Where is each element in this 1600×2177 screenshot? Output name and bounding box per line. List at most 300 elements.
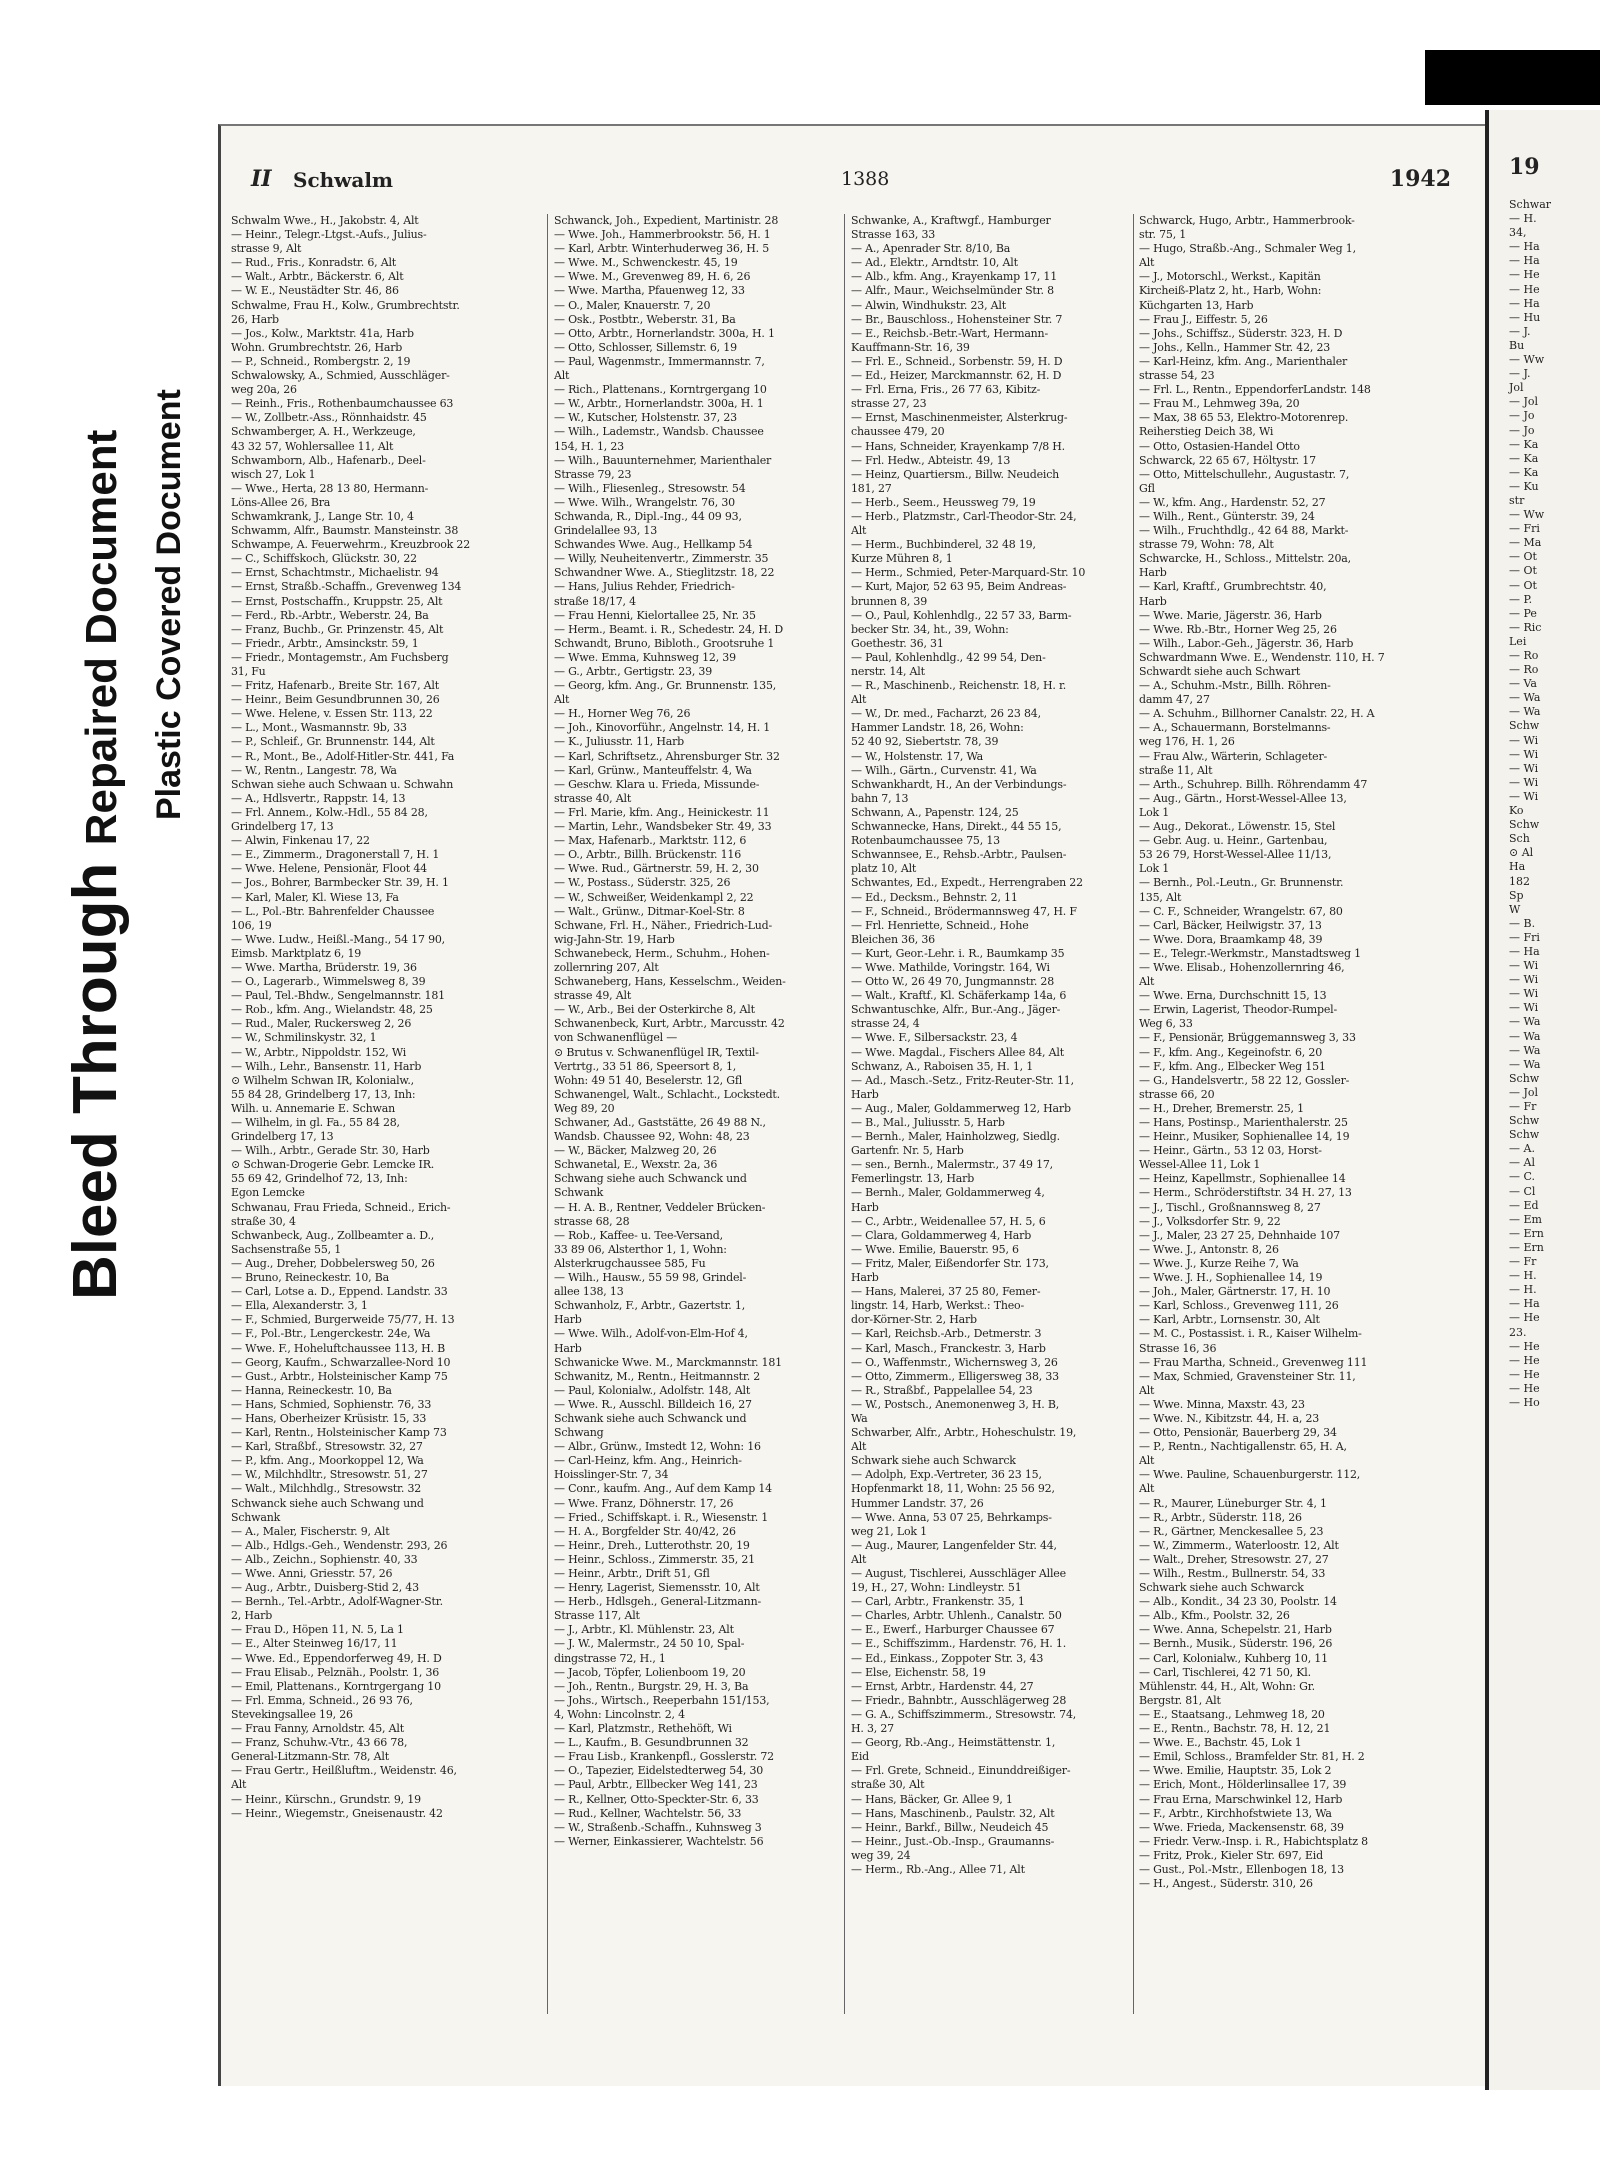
directory-entry-line: — Ed., Decksm., Behnstr. 2, 11 — [851, 890, 1018, 904]
directory-entry-line: Grindelberg 17, 13 — [231, 820, 334, 834]
directory-entry-line: — Aug., Dekorat., Löwenstr. 15, Stel — [1139, 820, 1336, 834]
directory-entry-line: — Herb., Platzmstr., Carl-Theodor-Str. 24, — [851, 509, 1077, 523]
directory-entry-line: — Wwe. M., Schwenckestr. 45, 19 — [554, 256, 738, 270]
directory-entry-line: Schwantes, Ed., Expedt., Herrengraben 22 — [851, 876, 1083, 890]
next-page-line: — Ro — [1509, 663, 1539, 677]
directory-entry-line: Goethestr. 36, 31 — [851, 636, 944, 650]
directory-entry-line: Hopfenmarkt 18, 11, Wohn: 25 56 92, — [851, 1482, 1055, 1496]
directory-entry-line: — Frl. Grete, Schneid., Einunddreißiger- — [851, 1764, 1071, 1778]
directory-entry-line: — W. E., Neustädter Str. 46, 86 — [231, 284, 399, 298]
directory-entry-line: Kauffmann-Str. 16, 39 — [851, 340, 970, 354]
directory-entry-line: Reiherstieg Deich 38, Wi — [1139, 425, 1274, 439]
directory-entry-line: — Gust., Arbtr., Holsteinischer Kamp 75 — [231, 1369, 448, 1383]
column-2 — [554, 214, 836, 1849]
directory-entry-line: — A. Schuhm., Billhorner Canalstr. 22, H. A — [1139, 707, 1375, 721]
directory-entry-line: — W., Zimmerm., Waterloostr. 12, Alt — [1139, 1538, 1339, 1552]
directory-entry-line: — Bernh., Musik., Süderstr. 196, 26 — [1139, 1637, 1333, 1651]
directory-entry-line: straße 30, 4 — [231, 1214, 296, 1228]
directory-entry-line: Harb — [1139, 594, 1167, 608]
directory-entry-line: — Georg, kfm. Ang., Gr. Brunnenstr. 135, — [554, 679, 777, 693]
column-rule — [547, 214, 548, 2014]
page-year: 1942 — [1389, 166, 1451, 192]
directory-entry-line: — Ernst, Maschinenmeister, Alsterkrug- — [851, 411, 1068, 425]
directory-entry-line: — Reinh., Fris., Rothenbaumchaussee 63 — [231, 397, 454, 411]
directory-entry-line: Schwankhardt, H., An der Verbindungs- — [851, 777, 1067, 791]
directory-entry-line: — Rob., kfm. Ang., Wielandstr. 48, 25 — [231, 1003, 433, 1017]
directory-entry-line: Schwanda, R., Dipl.-Ing., 44 09 93, — [554, 509, 742, 523]
directory-entry-line: — O., Paul, Kohlenhdlg., 22 57 33, Barm- — [851, 608, 1072, 622]
directory-entry-line: — Otto, Zimmerm., Elligersweg 38, 33 — [851, 1369, 1059, 1383]
directory-entry-line: — F., Arbtr., Kirchhofstwiete 13, Wa — [1139, 1806, 1332, 1820]
directory-entry-line: — Frau Elisab., Pelznäh., Poolstr. 1, 36 — [231, 1665, 440, 1679]
directory-entry-line: — Aug., Arbtr., Duisberg-Stid 2, 43 — [231, 1581, 419, 1595]
directory-entry-line: — Alb., Zeichn., Sophienstr. 40, 33 — [231, 1552, 418, 1566]
directory-entry-line: wisch 27, Lok 1 — [231, 467, 316, 481]
directory-entry-line: — F., Pensionär, Brüggemannsweg 3, 33 — [1139, 1031, 1356, 1045]
directory-entry-line: str. 75, 1 — [1139, 228, 1187, 242]
directory-entry-line: — Hans, Schneider, Krayenkamp 7/8 H. — [851, 439, 1065, 453]
directory-entry-line: — O., Waffenmstr., Wichernsweg 3, 26 — [851, 1355, 1058, 1369]
directory-entry-line: Weg 6, 33 — [1139, 1017, 1193, 1031]
column-rule — [1133, 214, 1134, 2014]
next-page-line: — Wa — [1509, 1043, 1541, 1057]
directory-entry-line: 33 89 06, Alsterthor 1, 1, Wohn: — [554, 1242, 727, 1256]
next-page-line: — Fri — [1509, 930, 1540, 944]
directory-entry-line: — Paul, Wagenmstr., Immermannstr. 7, — [554, 354, 765, 368]
next-page-line: — He — [1509, 1367, 1540, 1381]
directory-entry-line: — Karl, Reichsb.-Arb., Detmerstr. 3 — [851, 1327, 1042, 1341]
directory-entry-line: — Wilh., Restm., Bullnerstr. 54, 33 — [1139, 1567, 1326, 1580]
directory-entry-line: — Alfr., Maur., Weichselmünder Str. 8 — [851, 284, 1054, 298]
directory-entry-line: Schwaner, Ad., Gaststätte, 26 49 88 N., — [554, 1116, 766, 1129]
directory-entry-line: Wohn. Grumbrechtstr. 26, Harb — [231, 340, 403, 354]
directory-entry-line: becker Str. 34, ht., 39, Wohn: — [851, 622, 1009, 636]
directory-entry-line: — Ed., Einkass., Zoppoter Str. 3, 43 — [851, 1651, 1044, 1665]
next-page-line: — He — [1509, 1339, 1540, 1353]
directory-entry-line: — Wwe. M., Grevenweg 89, H. 6, 26 — [554, 270, 751, 284]
directory-entry-line: — A., Schauermann, Borstelmanns- — [1139, 721, 1331, 735]
directory-entry-line: — Arth., Schuhrep. Billh. Röhrendamm 47 — [1139, 777, 1368, 791]
directory-entry-line: — Frl. Annem., Kolw.-Hdl., 55 84 28, — [231, 805, 428, 819]
directory-entry-line: — O., Arbtr., Billh. Brückenstr. 116 — [554, 848, 742, 862]
directory-entry-line: — Alb., Kondit., 34 23 30, Poolstr. 14 — [1139, 1595, 1337, 1609]
next-page-line: — J. — [1509, 324, 1531, 338]
directory-entry-line: — Max, Schmied, Gravensteiner Str. 11, — [1139, 1369, 1356, 1383]
directory-entry-line: Kurze Mühren 8, 1 — [851, 552, 953, 566]
directory-entry-line: — Joh., Kinovorführ., Angelnstr. 14, H. 1 — [554, 721, 771, 735]
directory-entry-line: — Karl, Schriftsetz., Ahrensburger Str. 32 — [554, 749, 780, 763]
directory-entry-line: Vertrtg., 33 51 86, Speersort 8, 1, — [554, 1059, 737, 1073]
directory-entry-line: — J., Maler, 23 27 25, Dehnhaide 107 — [1139, 1228, 1340, 1242]
directory-entry-line: — Fried., Schiffskapt. i. R., Wiesenstr. 1 — [554, 1510, 769, 1524]
directory-entry-line: — W., Kutscher, Holstenstr. 37, 23 — [554, 411, 737, 425]
directory-entry-line: — Osk., Postbtr., Weberstr. 31, Ba — [554, 312, 736, 326]
directory-entry-line: — Jos., Kolw., Marktstr. 41a, Harb — [231, 326, 414, 340]
directory-entry-line: strasse 54, 23 — [1139, 369, 1215, 383]
directory-entry-line: — Alb., Kfm., Poolstr. 32, 26 — [1139, 1609, 1290, 1623]
directory-entry-line: dor-Körner-Str. 2, Harb — [851, 1313, 977, 1327]
column-3 — [851, 214, 1133, 1877]
directory-entry-line: — Frau Lisb., Krankenpfl., Gosslerstr. 72 — [554, 1750, 774, 1764]
directory-entry-line: — Aug., Dreher, Dobbelersweg 50, 26 — [231, 1256, 435, 1270]
next-page-line: — Wi — [1509, 775, 1539, 789]
directory-entry-line: — Wwe. Wilh., Adolf-von-Elm-Hof 4, — [554, 1327, 748, 1341]
directory-entry-line: — Aug., Maler, Goldammerweg 12, Harb — [851, 1101, 1071, 1115]
next-page-line: Schw — [1509, 818, 1540, 832]
directory-entry-line: — Ernst, Schachtmstr., Michaelistr. 94 — [231, 566, 439, 580]
directory-entry-line: — J., Arbtr., Kl. Mühlenstr. 23, Alt — [554, 1623, 734, 1637]
directory-entry-line: — Fritz, Maler, Eißendorfer Str. 173, — [851, 1256, 1049, 1270]
directory-entry-line: — Wwe. Dora, Braamkamp 48, 39 — [1139, 932, 1323, 946]
directory-entry-line: — O., Lagerarb., Wimmelsweg 8, 39 — [231, 975, 426, 989]
directory-entry-line: — Frau Martha, Schneid., Grevenweg 111 — [1139, 1355, 1368, 1369]
directory-entry-line: — W., Postass., Süderstr. 325, 26 — [554, 876, 731, 890]
directory-entry-line: — Walt., Kraftf., Kl. Schäferkamp 14a, 6 — [851, 989, 1067, 1003]
directory-entry-line: Alsterkrugchaussee 585, Fu — [554, 1256, 706, 1270]
directory-entry-line: Gartenfr. Nr. 5, Harb — [851, 1144, 964, 1158]
directory-entry-line: — Heinr., Gärtn., 53 12 03, Horst- — [1139, 1144, 1322, 1158]
directory-entry-line: — W., Dr. med., Facharzt, 26 23 84, — [851, 707, 1041, 721]
directory-entry-line: 19, H., 27, Wohn: Lindleystr. 51 — [851, 1581, 1022, 1595]
directory-entry-line: — J., Tischl., Großnannsweg 8, 27 — [1139, 1200, 1321, 1214]
directory-entry-line: — Herb., Hdlsgeh., General-Litzmann- — [554, 1595, 761, 1609]
directory-entry-line: weg 39, 24 — [851, 1848, 911, 1862]
directory-entry-line: — Aug., Gärtn., Horst-Wessel-Allee 13, — [1139, 791, 1347, 805]
directory-entry-line: brunnen 8, 39 — [851, 594, 928, 608]
directory-entry-line: straße 30, Alt — [851, 1778, 925, 1792]
directory-entry-line: Schwantuschke, Alfr., Bur.-Ang., Jäger- — [851, 1003, 1061, 1017]
next-page-line: — Em — [1509, 1212, 1542, 1226]
next-page-column — [1509, 198, 1551, 1410]
next-page-line: — Ku — [1509, 479, 1539, 493]
directory-entry-line: Wa — [851, 1411, 868, 1425]
directory-entry-line: Harb — [851, 1271, 879, 1285]
directory-entry-line: — Karl, Arbtr., Lornsenstr. 30, Alt — [1139, 1313, 1320, 1327]
directory-entry-line: — Wwe. F., Silbersackstr. 23, 4 — [851, 1031, 1018, 1045]
directory-entry-line: Bleichen 36, 36 — [851, 932, 935, 946]
directory-entry-line: — F., kfm. Ang., Kegeinofstr. 6, 20 — [1139, 1045, 1323, 1059]
directory-entry-line: — Karl-Heinz, kfm. Ang., Marienthaler — [1139, 354, 1348, 368]
directory-entry-line: Harb — [851, 1087, 879, 1101]
directory-entry-line: — Hugo, Straßb.-Ang., Schmaler Weg 1, — [1139, 242, 1356, 256]
next-page-line: Schw — [1509, 1114, 1540, 1128]
directory-entry-line: — Wilh., Lademstr., Wandsb. Chaussee — [554, 425, 764, 439]
directory-entry-line: — Frl. Hedw., Abteistr. 49, 13 — [851, 453, 1011, 467]
next-page-line: — Ro — [1509, 649, 1539, 662]
directory-entry-line: — Joh., Maler, Gärtnerstr. 17, H. 10 — [1139, 1285, 1331, 1299]
directory-entry-line: Schwann, A., Papenstr. 124, 25 — [851, 805, 1019, 819]
directory-entry-line: — P., Schleif., Gr. Brunnenstr. 144, Alt — [231, 735, 435, 749]
next-page-line: — Fr — [1509, 1100, 1537, 1113]
directory-entry-line: strasse 49, Alt — [554, 989, 632, 1003]
next-page-line: — Jol — [1509, 1085, 1539, 1099]
directory-entry-line: — Friedr., Arbtr., Amsinckstr. 59, 1 — [231, 636, 419, 650]
directory-entry-line: — R., Arbtr., Süderstr. 118, 26 — [1139, 1510, 1302, 1524]
directory-entry-line: — Frau Henni, Kielortallee 25, Nr. 35 — [554, 608, 756, 622]
directory-entry-line: — Rud., Kellner, Wachtelstr. 56, 33 — [554, 1806, 742, 1820]
next-page-line: — Ern — [1509, 1240, 1544, 1254]
directory-entry-line: Hummer Landstr. 37, 26 — [851, 1496, 984, 1510]
directory-entry-line: Femerlingstr. 13, Harb — [851, 1172, 975, 1186]
directory-entry-line: — Carl, Tischlerei, 42 71 50, Kl. — [1139, 1665, 1311, 1679]
directory-entry-line: — Frl. Erna, Fris., 26 77 63, Kibitz- — [851, 383, 1041, 397]
next-page-line: — Fr — [1509, 1255, 1537, 1269]
directory-entry-line: Schwank — [231, 1510, 281, 1524]
directory-entry-line: — W., Milchhdltr., Stresowstr. 51, 27 — [231, 1468, 428, 1482]
directory-entry-line: Strasse 79, 23 — [554, 467, 632, 481]
directory-entry-line: — H., Dreher, Bremerstr. 25, 1 — [1139, 1101, 1304, 1115]
directory-entry-line: Wandsb. Chaussee 92, Wohn: 48, 23 — [554, 1130, 750, 1144]
directory-entry-line: — W., Schmilinskystr. 32, 1 — [231, 1031, 377, 1045]
directory-entry-line: Egon Lemcke — [231, 1186, 305, 1200]
next-page-line: — B. — [1509, 916, 1536, 930]
directory-entry-line: — Max, Hafenarb., Marktstr. 112, 6 — [554, 834, 747, 848]
next-page-line: — He — [1509, 1311, 1540, 1325]
directory-entry-line: — Frau Erna, Marschwinkel 12, Harb — [1139, 1792, 1343, 1806]
directory-entry-line: — F., Schmied, Burgerweide 75/77, H. 13 — [231, 1313, 455, 1327]
directory-entry-line: Löns-Allee 26, Bra — [231, 495, 331, 509]
next-page-line: — A. — [1509, 1142, 1535, 1156]
directory-entry-line: — W., Holstenstr. 17, Wa — [851, 749, 983, 763]
directory-entry-line: — Wwe. Ludw., Heißl.-Mang., 54 17 90, — [231, 932, 445, 946]
directory-entry-line: Schwanetal, E., Wexstr. 2a, 36 — [554, 1158, 718, 1172]
directory-entry-line: Schwane, Frl. H., Näher., Friedrich-Lud- — [554, 918, 772, 932]
next-page-line: — Ot — [1509, 550, 1537, 564]
next-page-line: — Ma — [1509, 536, 1542, 550]
directory-entry-line: — Br., Bauschloss., Hohensteiner Str. 7 — [851, 312, 1063, 326]
directory-entry-line: — Otto, Mittelschullehr., Augustastr. 7, — [1139, 467, 1350, 481]
directory-entry-line: Bergstr. 81, Alt — [1139, 1693, 1221, 1707]
directory-entry-line: ⊙ Wilhelm Schwan IR, Kolonialw., — [231, 1073, 414, 1087]
directory-entry-line: — Henry, Lagerist, Siemensstr. 10, Alt — [554, 1581, 760, 1595]
directory-entry-line: — W., Arbtr., Nippoldstr. 152, Wi — [231, 1045, 407, 1059]
directory-entry-line: Schwanck siehe auch Schwang und — [231, 1496, 424, 1510]
directory-entry-line: — A., Maler, Fischerstr. 9, Alt — [231, 1524, 390, 1538]
directory-entry-line: Lok 1 — [1139, 862, 1170, 876]
directory-entry-line: dingstrasse 72, H., 1 — [554, 1651, 666, 1665]
directory-entry-line: Sachsenstraße 55, 1 — [231, 1242, 342, 1256]
directory-entry-line: — P., Rentn., Nachtigallenstr. 65, H. A, — [1139, 1440, 1347, 1454]
directory-entry-line: Eimsb. Marktplatz 6, 19 — [231, 946, 362, 960]
directory-entry-line: Schwanicke Wwe. M., Marckmannstr. 181 — [554, 1355, 782, 1369]
directory-entry-line: — Martin, Lehr., Wandsbeker Str. 49, 33 — [554, 820, 772, 834]
directory-entry-line: — Emil, Schloss., Bramfelder Str. 81, H. 2 — [1139, 1750, 1365, 1764]
next-page-line: — Fri — [1509, 522, 1540, 536]
directory-entry-line: — Wwe. J., Kurze Reihe 7, Wa — [1139, 1256, 1299, 1270]
directory-entry-line: — Max, 38 65 53, Elektro-Motorenrep. — [1139, 411, 1349, 425]
directory-entry-line: — Hans, Oberheizer Krüsistr. 15, 33 — [231, 1411, 427, 1425]
directory-entry-line: Harb — [554, 1313, 582, 1327]
directory-entry-line: — Ad., Masch.-Setz., Fritz-Reuter-Str. 11, — [851, 1073, 1074, 1087]
directory-entry-line: allee 138, 13 — [554, 1285, 624, 1299]
next-page-line: — Wi — [1509, 959, 1539, 973]
directory-entry-line: — E., Schiffszimm., Hardenstr. 76, H. 1. — [851, 1637, 1066, 1651]
directory-entry-line: Schwamkrank, J., Lange Str. 10, 4 — [231, 509, 414, 523]
directory-entry-line: straße 18/17, 4 — [554, 594, 636, 608]
next-page-line: — Wi — [1509, 733, 1539, 747]
directory-entry-line: — Bruno, Reineckestr. 10, Ba — [231, 1271, 390, 1285]
next-page-line: — H. — [1509, 1283, 1537, 1297]
directory-entry-line: — Heinr., Barkf., Billw., Neudeich 45 — [851, 1820, 1049, 1834]
directory-entry-line: — Albr., Grünw., Imstedt 12, Wohn: 16 — [554, 1440, 761, 1454]
directory-entry-line: — Frau D., Höpen 11, N. 5, La 1 — [231, 1623, 404, 1637]
directory-entry-line: — Wwe. R., Ausschl. Billdeich 16, 27 — [554, 1397, 752, 1411]
directory-entry-line: — H., Angest., Süderstr. 310, 26 — [1139, 1877, 1313, 1891]
directory-entry-line: — Ernst, Postschaffn., Kruppstr. 25, Alt — [231, 594, 443, 608]
directory-entry-line: Alt — [851, 693, 867, 707]
directory-entry-line: — Rich., Plattenans., Korntrgergang 10 — [554, 383, 767, 397]
directory-entry-line: — Heinr., Musiker, Sophienallee 14, 19 — [1139, 1130, 1350, 1144]
directory-entry-line: — Carl, Lotse a. D., Eppend. Landstr. 33 — [231, 1285, 448, 1299]
directory-entry-line: — F., Schneid., Brödermannsweg 47, H. F — [851, 904, 1077, 918]
next-page-line: — Ha — [1509, 296, 1540, 310]
directory-entry-line: — Wwe. Frieda, Mackensenstr. 68, 39 — [1139, 1820, 1344, 1834]
directory-entry-line: — W., Schweißer, Weidenkampl 2, 22 — [554, 890, 754, 904]
directory-entry-line: — Wilh., Gärtn., Curvenstr. 41, Wa — [851, 763, 1037, 777]
directory-entry-line: Rotenbaumchaussee 75, 13 — [851, 834, 1000, 848]
directory-entry-line: — R., Straßbf., Pappelallee 54, 23 — [851, 1383, 1033, 1397]
directory-entry-line: — E., Alter Steinweg 16/17, 11 — [231, 1637, 398, 1651]
next-page-line: — Wi — [1509, 761, 1539, 775]
directory-entry-line: — Wwe. Rud., Gärtnerstr. 59, H. 2, 30 — [554, 862, 759, 876]
directory-entry-line: Stevekingsallee 19, 26 — [231, 1707, 353, 1721]
directory-entry-line: — H. A. B., Rentner, Veddeler Brücken- — [554, 1200, 766, 1214]
directory-entry-line: Wilh. u. Annemarie E. Schwan — [231, 1101, 395, 1115]
directory-entry-line: lingstr. 14, Harb, Werkst.: Theo- — [851, 1299, 1024, 1313]
next-page-header: 19 — [1509, 154, 1540, 180]
directory-entry-line: Alt — [1139, 975, 1155, 989]
directory-entry-line: — Charles, Arbtr. Uhlenh., Canalstr. 50 — [851, 1609, 1062, 1623]
directory-entry-line: Schwarber, Alfr., Arbtr., Hoheschulstr. 19, — [851, 1426, 1077, 1440]
directory-entry-line: — Otto, Arbtr., Hornerlandstr. 300a, H. 1 — [554, 326, 775, 340]
directory-entry-line: Schwardmann Wwe. E., Wendenstr. 110, H. 7 — [1139, 650, 1385, 664]
directory-entry-line: — Hans, Bäcker, Gr. Allee 9, 1 — [851, 1792, 1013, 1806]
directory-entry-line: — Gust., Pol.-Mstr., Ellenbogen 18, 13 — [1139, 1862, 1344, 1876]
directory-entry-line: — Wwe. Martha, Brüderstr. 19, 36 — [231, 960, 417, 974]
directory-entry-line: 52 40 92, Siebertstr. 78, 39 — [851, 735, 999, 749]
directory-entry-line: Schwamberger, A. H., Werkzeuge, — [231, 425, 416, 439]
directory-entry-line: — Conr., kaufm. Ang., Auf dem Kamp 14 — [554, 1482, 772, 1496]
directory-entry-line: — Wwe. J., Antonstr. 8, 26 — [1139, 1242, 1279, 1256]
next-page-line: Ha — [1509, 860, 1526, 874]
directory-entry-line: — Willy, Neuheitenvertr., Zimmerstr. 35 — [554, 552, 769, 566]
directory-entry-line: Schwaneberg, Hans, Kesselschm., Weiden- — [554, 975, 786, 989]
directory-entry-line: — P., kfm. Ang., Moorkoppel 12, Wa — [231, 1454, 424, 1468]
directory-entry-line: — Frau Gertr., Heilßluftm., Weidenstr. 46, — [231, 1764, 457, 1778]
directory-entry-line: — Herb., Seem., Heussweg 79, 19 — [851, 495, 1036, 509]
directory-entry-line: — Karl, Maler, Kl. Wiese 13, Fa — [231, 890, 399, 904]
directory-entry-line: — Rud., Fris., Konradstr. 6, Alt — [231, 256, 397, 270]
directory-entry-line: — Herm., Schröderstiftstr. 34 H. 27, 13 — [1139, 1186, 1352, 1200]
directory-entry-line: — Heinr., Arbtr., Drift 51, Gfl — [554, 1567, 710, 1580]
directory-entry-line: — Hans, Maschinenb., Paulstr. 32, Alt — [851, 1806, 1055, 1820]
directory-entry-line: strasse 68, 28 — [554, 1214, 630, 1228]
directory-entry-line: — Kurt, Major, 52 63 95, Beim Andreas- — [851, 580, 1067, 594]
directory-entry-line: Alt — [851, 1440, 867, 1454]
directory-entry-line: Schwarck, Hugo, Arbtr., Hammerbrook- — [1139, 214, 1355, 227]
directory-entry-line: — M. C., Postassist. i. R., Kaiser Wilhelm- — [1139, 1327, 1362, 1341]
directory-entry-line: — Wwe. Martha, Pfauenweg 12, 33 — [554, 284, 745, 298]
next-page-line: — Wa — [1509, 691, 1541, 705]
directory-entry-line: — E., Zimmerm., Dragonerstall 7, H. 1 — [231, 848, 440, 862]
directory-entry-line: — Wilh., Labor.-Geh., Jägerstr. 36, Harb — [1139, 636, 1354, 650]
next-page-line: — H. — [1509, 1269, 1537, 1283]
directory-entry-line: Schwanz, A., Raboisen 35, H. 1, 1 — [851, 1059, 1034, 1073]
directory-entry-line: Grindelberg 17, 13 — [231, 1130, 334, 1144]
directory-entry-line: — G., Handelsvertr., 58 22 12, Gossler- — [1139, 1073, 1350, 1087]
next-page-line: — Ka — [1509, 451, 1539, 465]
directory-entry-line: — Paul, Arbtr., Ellbecker Weg 141, 23 — [554, 1778, 758, 1792]
directory-entry-line: 43 32 57, Wohlersallee 11, Alt — [231, 439, 394, 453]
directory-entry-line: Lok 1 — [1139, 805, 1170, 819]
directory-entry-line: — R., Kellner, Otto-Speckter-Str. 6, 33 — [554, 1792, 759, 1806]
directory-entry-line: — A., Hdlsvertr., Rappstr. 14, 13 — [231, 791, 406, 805]
directory-entry-line: — Wilh., Rent., Günterstr. 39, 24 — [1139, 509, 1315, 523]
next-page-line: — H. — [1509, 212, 1537, 226]
directory-entry-line: — Wilh., Lehr., Bansenstr. 11, Harb — [231, 1059, 422, 1073]
directory-entry-line: — Wwe. Pauline, Schauenburgerstr. 112, — [1139, 1468, 1361, 1482]
directory-entry-line: — L., Mont., Wasmannstr. 9b, 33 — [231, 721, 407, 735]
directory-entry-line: — Herm., Buchbinderel, 32 48 19, — [851, 538, 1036, 552]
directory-entry-line: — E., Ewerf., Harburger Chaussee 67 — [851, 1623, 1055, 1637]
next-page-line: — Ric — [1509, 620, 1542, 634]
directory-entry-line: Schwamm, Alfr., Baumstr. Mansteinstr. 38 — [231, 524, 459, 538]
directory-entry-line: — Friedr., Bahnbtr., Ausschlägerweg 28 — [851, 1693, 1067, 1707]
directory-entry-line: — Paul, Kohlenhdlg., 42 99 54, Den- — [851, 650, 1046, 664]
directory-entry-line: — Wwe. Emma, Kuhnsweg 12, 39 — [554, 650, 736, 664]
directory-entry-line: — Jos., Bohrer, Barmbecker Str. 39, H. 1 — [231, 876, 449, 890]
directory-entry-line: — Wwe. Helene, Pensionär, Floot 44 — [231, 862, 427, 876]
next-page-line: Jol — [1509, 381, 1524, 395]
directory-entry-line: Alt — [1139, 256, 1155, 270]
directory-entry-line: — R., Gärtner, Menckesallee 5, 23 — [1139, 1524, 1324, 1538]
directory-entry-line: — Walt., Dreher, Stresowstr. 27, 27 — [1139, 1552, 1329, 1566]
directory-entry-line: weg 21, Lok 1 — [851, 1524, 927, 1538]
directory-entry-line: — Bernh., Pol.-Leutn., Gr. Brunnenstr. — [1139, 876, 1344, 890]
directory-entry-line: — Franz, Schuhw.-Vtr., 43 66 78, — [231, 1736, 408, 1750]
next-page-line: — Ot — [1509, 564, 1537, 578]
directory-entry-line: — Erich, Mont., Hölderlinsallee 17, 39 — [1139, 1778, 1347, 1792]
directory-entry-line: — Bernh., Tel.-Arbtr., Adolf-Wagner-Str. — [231, 1595, 443, 1609]
directory-entry-line: Schwannecke, Hans, Direkt., 44 55 15, — [851, 820, 1062, 834]
directory-entry-line: — Wilh., Arbtr., Gerade Str. 30, Harb — [231, 1144, 430, 1158]
directory-entry-line: — Paul, Kolonialw., Adolfstr. 148, Alt — [554, 1383, 751, 1397]
directory-entry-line: — Walt., Grünw., Ditmar-Koel-Str. 8 — [554, 904, 745, 918]
next-page-line: — Ed — [1509, 1198, 1539, 1212]
directory-entry-line: — Wwe. N., Kibitzstr. 44, H. a, 23 — [1139, 1411, 1320, 1425]
directory-entry-line: — Wwe. Emilie, Bauerstr. 95, 6 — [851, 1242, 1019, 1256]
directory-entry-line: — Hanna, Reineckestr. 10, Ba — [231, 1383, 392, 1397]
directory-entry-line: — Frau Fanny, Arnoldstr. 45, Alt — [231, 1722, 404, 1736]
directory-entry-line: 154, H. 1, 23 — [554, 439, 624, 453]
directory-entry-line: — August, Tischlerei, Ausschläger Allee — [851, 1567, 1066, 1580]
next-page-line: Lei — [1509, 634, 1527, 648]
directory-entry-line: — Joh., Rentn., Burgstr. 29, H. 3, Ba — [554, 1679, 749, 1693]
directory-entry-line: — Otto W., 26 49 70, Jungmannstr. 28 — [851, 975, 1055, 989]
directory-entry-line: — Frl. Marie, kfm. Ang., Heinickestr. 11 — [554, 805, 770, 819]
directory-entry-line: — H., Horner Weg 76, 26 — [554, 707, 691, 721]
directory-entry-line: — Adolph, Exp.-Vertreter, 36 23 15, — [851, 1468, 1042, 1482]
directory-entry-line: Schwanck, Joh., Expedient, Martinistr. 28 — [554, 214, 779, 227]
directory-entry-line: — W., Arb., Bei der Osterkirche 8, Alt — [554, 1003, 755, 1017]
directory-entry-line: — Karl, Grünw., Manteuffelstr. 4, Wa — [554, 763, 752, 777]
next-page-line: — He — [1509, 1353, 1540, 1367]
directory-entry-line: Schwang — [554, 1426, 604, 1440]
directory-entry-line: Harb — [851, 1200, 879, 1214]
directory-entry-line: — E., Rentn., Bachstr. 78, H. 12, 21 — [1139, 1722, 1331, 1736]
directory-entry-line: — Bernh., Maler, Hainholzweg, Siedlg. — [851, 1130, 1060, 1144]
directory-entry-line: — Otto, Ostasien-Handel Otto — [1139, 439, 1300, 453]
